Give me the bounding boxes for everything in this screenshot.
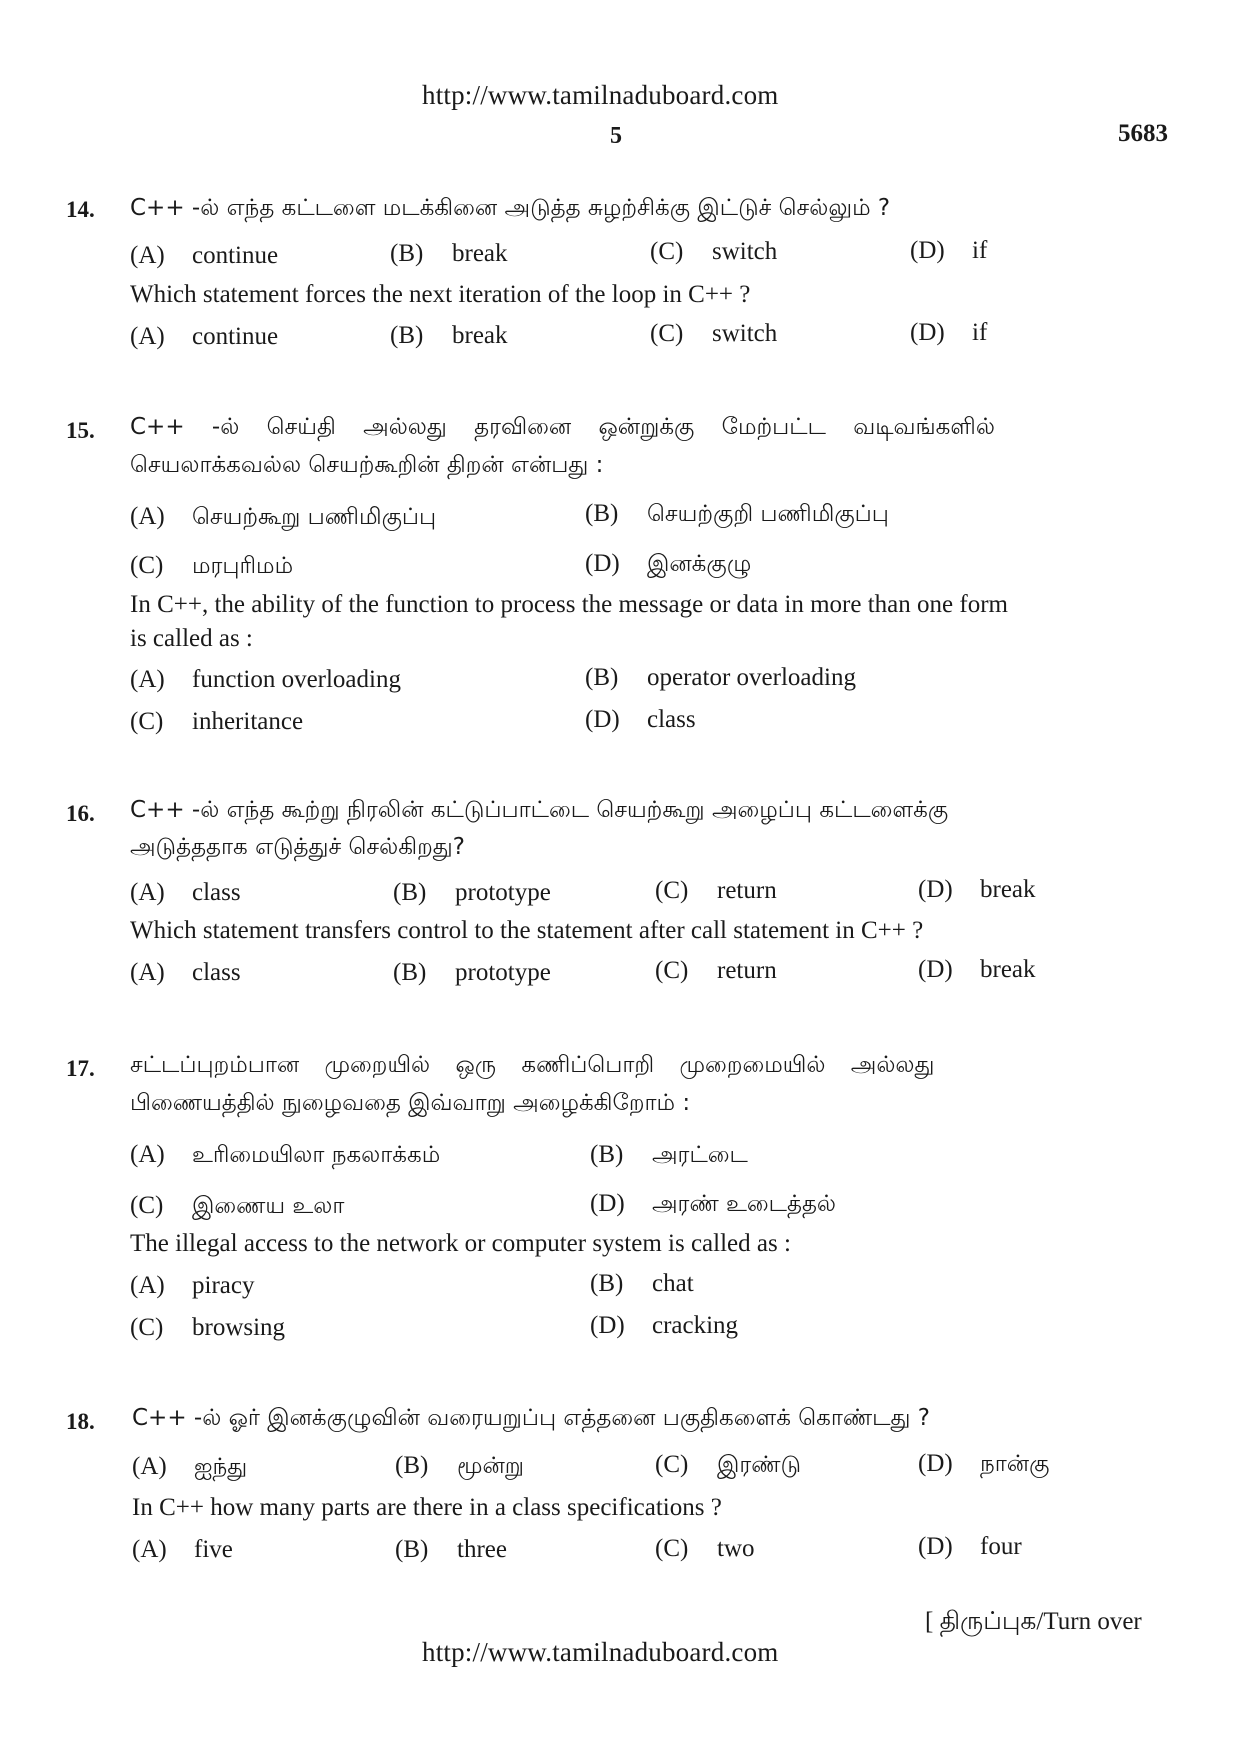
question-number: 18. [66, 1409, 95, 1434]
option-english-d [585, 706, 696, 734]
question-tamil-line: C++ -ல் ஓர் இனக்குழுவின் வரையறுப்பு எத்தனை பகுதிகளைக் கொண்டது ? [132, 1405, 930, 1431]
option-english-c [650, 320, 777, 348]
option-text: continue [192, 323, 279, 350]
option-tamil-b [390, 240, 508, 268]
option-tamil-c [655, 877, 777, 905]
question-tamil-line: C++ -ல் எந்த கட்டளை மடக்கினை அடுத்த சுழற்சிக்கு இட்டுச் செல்லும் ? [130, 195, 891, 221]
option-letter: (C) [130, 552, 164, 579]
option-english-d [918, 956, 1036, 984]
option-letter: (B) [390, 322, 424, 349]
option-tamil-b [393, 879, 551, 907]
option-letter: (D) [918, 1450, 953, 1477]
option-text: prototype [455, 959, 551, 986]
option-text: continue [192, 242, 279, 269]
paper-code: 5683 [1118, 120, 1168, 147]
option-letter: (A) [132, 1453, 167, 1480]
question-english-line: is called as : [130, 625, 253, 652]
option-english-b [395, 1536, 507, 1564]
option-letter: (C) [655, 1535, 689, 1562]
option-letter: (C) [650, 320, 684, 347]
option-tamil-c [650, 238, 777, 266]
option-tamil-c [130, 1192, 344, 1222]
option-letter: (D) [590, 1190, 625, 1217]
option-text: two [717, 1535, 755, 1562]
option-letter: (D) [918, 876, 953, 903]
option-letter: (C) [655, 877, 689, 904]
option-text: prototype [455, 879, 551, 906]
question-tamil-line: C++ -ல் எந்த கூற்று நிரலின் கட்டுப்பாட்டை செயற்கூறு அழைப்பு கட்டளைக்கு [130, 797, 949, 823]
option-text: four [980, 1533, 1022, 1560]
option-english-c [655, 957, 777, 985]
option-text: cracking [652, 1312, 739, 1339]
option-letter: (C) [655, 957, 689, 984]
option-english-d [918, 1533, 1022, 1561]
option-letter: (B) [390, 240, 424, 267]
option-tamil-c [130, 552, 293, 582]
option-english-a [132, 1536, 233, 1564]
option-text: chat [652, 1270, 694, 1297]
option-text: உரிமையிலா நகலாக்கம் [192, 1142, 441, 1168]
option-text: class [647, 706, 696, 733]
option-text: piracy [192, 1272, 255, 1299]
option-text: switch [712, 320, 778, 347]
option-english-a [130, 1272, 254, 1300]
option-english-b [390, 322, 508, 350]
option-tamil-b [590, 1141, 748, 1171]
option-letter: (D) [585, 550, 620, 577]
option-letter: (D) [910, 237, 945, 264]
question-tamil-line: அடுத்ததாக எடுத்துச் செல்கிறது? [130, 834, 465, 860]
option-tamil-d [585, 550, 751, 580]
option-text: செயற்குறி பணிமிகுப்பு [647, 501, 889, 527]
option-text: செயற்கூறு பணிமிகுப்பு [192, 504, 437, 530]
option-letter: (B) [395, 1452, 429, 1479]
option-english-c [130, 1314, 285, 1342]
option-tamil-b [395, 1452, 524, 1482]
option-text: browsing [192, 1314, 286, 1341]
option-letter: (B) [395, 1536, 429, 1563]
option-text: மூன்று [457, 1453, 525, 1479]
question-english-line: Which statement forces the next iteration of the loop in C++ ? [130, 281, 751, 308]
option-letter: (A) [130, 323, 165, 350]
option-letter: (A) [130, 879, 165, 906]
option-text: inheritance [192, 708, 304, 735]
option-letter: (A) [130, 1272, 165, 1299]
option-tamil-d [918, 876, 1036, 904]
option-text: three [457, 1536, 507, 1563]
option-english-c [130, 708, 303, 736]
option-text: அரட்டை [652, 1142, 748, 1168]
question-english-line: In C++, the ability of the function to process the message or data in more than one form [130, 591, 1008, 618]
option-letter: (B) [590, 1141, 624, 1168]
option-english-a [130, 959, 241, 987]
option-letter: (C) [130, 708, 164, 735]
footer-url: http://www.tamilnaduboard.com [422, 1637, 779, 1667]
option-tamil-a [130, 503, 436, 533]
page-number: 5 [610, 123, 622, 149]
option-text: break [452, 322, 508, 349]
question-number: 15. [66, 418, 95, 443]
option-letter: (A) [130, 1141, 165, 1168]
option-text: break [980, 876, 1036, 903]
question-tamil-line: செயலாக்கவல்ல செயற்கூறின் திறன் என்பது : [130, 452, 604, 478]
question-number: 17. [66, 1056, 95, 1081]
option-text: five [194, 1536, 233, 1563]
question-english-line: The illegal access to the network or computer system is called as : [130, 1230, 791, 1257]
question-tamil-line: பிணையத்தில் நுழைவதை இவ்வாறு அழைக்கிறோம் : [130, 1090, 691, 1116]
option-tamil-a [130, 242, 278, 270]
option-english-a [130, 323, 278, 351]
option-letter: (A) [130, 666, 165, 693]
option-letter: (A) [132, 1536, 167, 1563]
option-tamil-c [655, 1451, 801, 1481]
option-text: operator overloading [647, 664, 856, 691]
option-letter: (C) [130, 1192, 164, 1219]
option-english-d [590, 1312, 738, 1340]
option-tamil-d [910, 237, 987, 265]
option-letter: (D) [910, 319, 945, 346]
option-letter: (D) [585, 706, 620, 733]
option-tamil-d [590, 1190, 836, 1220]
option-text: இணைய உலா [192, 1193, 345, 1219]
option-text: break [452, 240, 508, 267]
option-english-b [590, 1270, 694, 1298]
option-english-b [585, 664, 856, 692]
option-letter: (D) [590, 1312, 625, 1339]
option-letter: (C) [130, 1314, 164, 1341]
option-text: ஐந்து [194, 1454, 248, 1480]
option-text: break [980, 956, 1036, 983]
option-text: if [972, 319, 988, 346]
option-text: இரண்டு [717, 1452, 802, 1478]
option-text: அரண் உடைத்தல் [652, 1191, 837, 1217]
option-tamil-a [130, 1141, 440, 1171]
option-letter: (A) [130, 959, 165, 986]
option-english-d [910, 319, 987, 347]
question-tamil-line: C++ -ல் செய்தி அல்லது தரவினை ஒன்றுக்கு மேற்பட்ட வடிவங்களில் [130, 414, 995, 440]
option-letter: (B) [590, 1270, 624, 1297]
question-english-line: In C++ how many parts are there in a class specifications ? [132, 1494, 722, 1521]
question-number: 14. [66, 197, 95, 222]
option-text: return [717, 877, 777, 904]
option-letter: (D) [918, 956, 953, 983]
turn-over-note: [ திருப்புக/Turn over [925, 1608, 1142, 1635]
option-letter: (A) [130, 503, 165, 530]
option-text: இனக்குழு [647, 551, 752, 577]
option-text: மரபுரிமம் [192, 553, 294, 579]
option-letter: (B) [585, 500, 619, 527]
option-english-c [655, 1535, 755, 1563]
option-text: class [192, 959, 241, 986]
option-text: return [717, 957, 777, 984]
option-english-a [130, 666, 401, 694]
option-text: நான்கு [980, 1451, 1050, 1477]
option-letter: (B) [393, 879, 427, 906]
option-text: class [192, 879, 241, 906]
option-letter: (C) [655, 1451, 689, 1478]
header-url: http://www.tamilnaduboard.com [422, 80, 779, 110]
option-text: if [972, 237, 988, 264]
option-tamil-d [918, 1450, 1049, 1480]
option-text: function overloading [192, 666, 401, 693]
option-letter: (B) [585, 664, 619, 691]
option-text: switch [712, 238, 778, 265]
question-english-line: Which statement transfers control to the statement after call statement in C++ ? [130, 917, 924, 944]
option-letter: (C) [650, 238, 684, 265]
question-tamil-line: சட்டப்புறம்பான முறையில் ஒரு கணிப்பொறி முறைமையில் அல்லது [130, 1052, 935, 1078]
option-letter: (A) [130, 242, 165, 269]
option-letter: (B) [393, 959, 427, 986]
option-tamil-a [132, 1453, 247, 1483]
question-number: 16. [66, 801, 95, 826]
option-tamil-b [585, 500, 889, 530]
option-english-b [393, 959, 551, 987]
option-tamil-a [130, 879, 241, 907]
option-letter: (D) [918, 1533, 953, 1560]
